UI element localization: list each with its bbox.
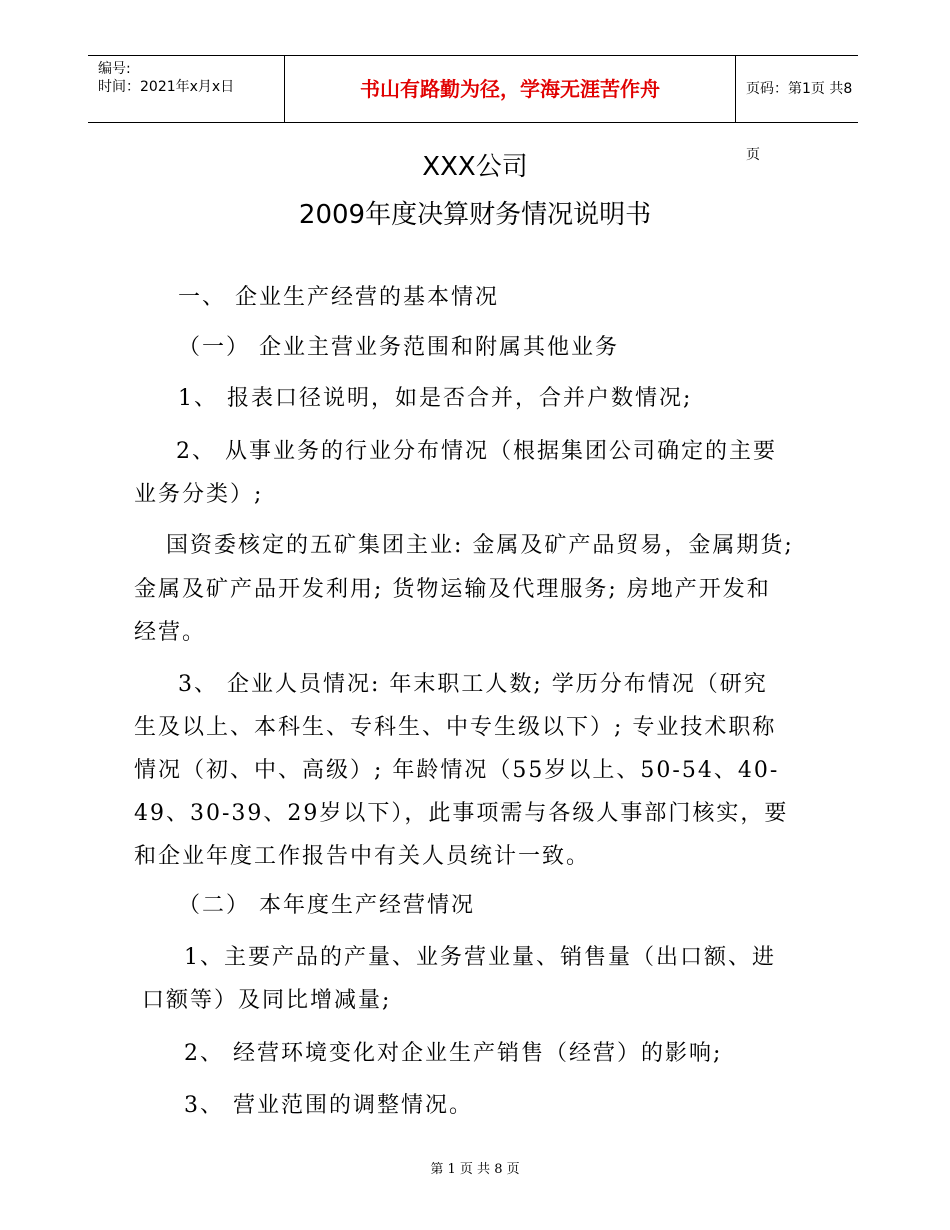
document-title: 2009年度决算财务情况说明书 [298,200,652,230]
section-heading-1: 一、 企业生产经营的基本情况 [178,285,499,310]
paragraph-line: 和企业年度工作报告中有关人员统计一致。 [134,844,591,869]
paragraph-line: 3、 营业范围的调整情况。 [184,1093,473,1118]
company-name: XXX公司 [422,152,528,182]
header-meta [88,56,284,122]
paragraph-line: 3、 企业人员情况: 年末职工人数; 学历分布情况（研究 [178,672,768,697]
paragraph-line: 2、 经营环境变化对企业生产销售（经营）的影响; [184,1041,723,1066]
header-motto: 书山有路勤为径，学海无涯苦作舟 [284,56,736,122]
header-page-info: 页码：第1页 共8页 [746,81,853,163]
paragraph-line: 金属及矿产品开发利用; 货物运输及代理服务; 房地产开发和 [134,577,771,602]
paragraph-line: 经营。 [134,620,207,645]
paragraph-line: 1、主要产品的产量、业务营业量、销售量（出口额、进 [184,945,776,970]
document-header [88,55,858,163]
paragraph-line: 1、 报表口径说明，如是否合并，合并户数情况; [178,386,693,411]
number-label: 编号: [98,61,131,77]
paragraph-line: 2、 从事业务的行业分布情况（根据集团公司确定的主要 [176,439,777,464]
subsection-heading-1: （一） 企业主营业务范围和附属其他业务 [178,335,619,360]
paragraph-line: 生及以上、本科生、专科生、中专生级以下）; 专业技术职称 [134,715,777,740]
paragraph-line: 业务分类）; [134,482,264,507]
time-label: 时间：2021年x月x日 [98,79,235,95]
paragraph-line: 情况（初、中、高级）; 年龄情况（55岁以上、50-54、40- [134,758,780,783]
page-footer: 第 1 页 共 8 页 [430,1162,520,1177]
subsection-heading-2: （二） 本年度生产经营情况 [178,893,475,918]
paragraph-line: 口额等）及同比增减量; [142,988,392,1013]
paragraph-line: 49、30-39、29岁以下），此事项需与各级人事部门核实，要 [134,801,789,826]
paragraph-line: 国资委核定的五矿集团主业: 金属及矿产品贸易，金属期货; [166,533,794,558]
